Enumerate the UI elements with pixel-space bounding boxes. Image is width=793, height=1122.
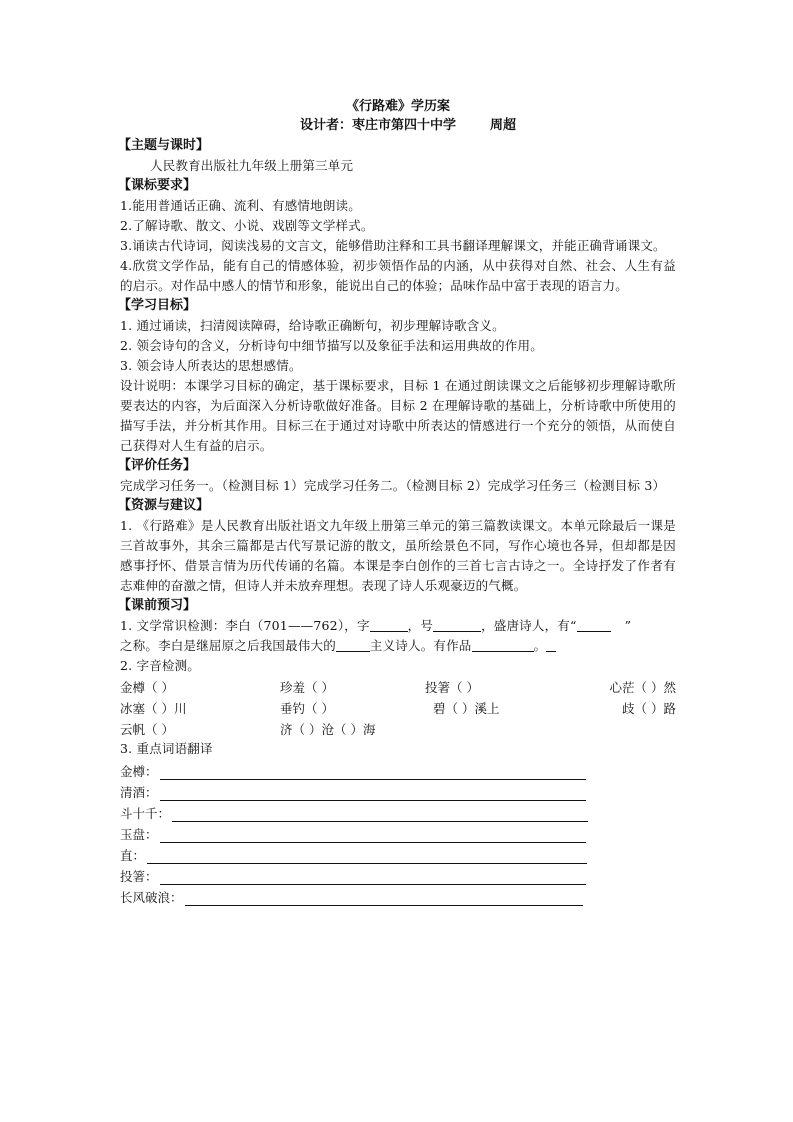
pronunciation-cell[interactable]: 冰塞（ ）川 [120,700,187,716]
vocab-row: 金樽： [120,759,676,780]
literary-knowledge-question: 1. 文学常识检测：李白（701——762），字 ，号 ，盛唐诗人，有“ ” 之称。李白是继屈原之后我国最伟大的 主义诗人。有作品 。 [120,618,632,653]
pronunciation-cell[interactable]: 心茫（ ）然 [609,679,676,695]
section-heading-topic: 【主题与课时】 [118,138,210,153]
standard-item: 4.欣赏文学作品，能有自己的情感体验，初步领悟作品的内涵，从中获得对自然、社会、人生有益的启示。对作品中感人的情节和形象，能说出自己的体验；品味作品中富于表现的语言力。 [120,258,676,293]
table-row [120,718,676,739]
pronunciation-cell[interactable]: 垂钓（ ） [280,700,334,716]
design-note: 设计说明：本课学习目标的确定，基于课标要求，目标 1 在通过朗读课文之后能够初步理解诗歌所要表达的内容，为后面深入分析诗歌做好准备。目标 2 在理解诗歌的基础上，分析诗歌中所使用的描写手法，并分析其作用。目标三在于通过对诗歌中所表达的情感进行一个充分的领悟，从而使自己获得对人生有益的启示。 [120,378,676,453]
vocab-row: 斗十千： [120,801,676,822]
section-heading-resources: 【资源与建议】 [118,498,210,513]
author-name: 周超 [490,118,517,133]
works-blank[interactable] [472,637,534,652]
document-title: 《行路难》学历案 [345,99,450,114]
pronunciation-cell[interactable]: 济（ ）沧（ ）海 [280,721,376,737]
pronunciation-cell[interactable]: 金樽（ ） [120,679,174,695]
goal-item: 2. 领会诗句的含义，分析诗句中细节描写以及象征手法和运用典故的作用。 [120,338,543,353]
pronunciation-cell[interactable]: 云帆（ ） [120,721,174,737]
vocab-row: 直： [120,843,676,864]
vocab-row: 玉盘： [120,822,676,843]
courtesy-name-blank[interactable] [370,617,408,632]
resources-text: 1. 《行路难》是人民教育出版社语文九年级上册第三单元的第三篇教读课文。本单元除最后一课是三首故事外，其余三篇都是古代写景记游的散文，虽所绘景色不同，写作心境也各异，但却都是因感事抒怀、借景言情为历代传诵的名篇。本课是李白创作的三首七言古诗之一。全诗抒发了作者有志难伸的奋激之情，但诗人并未放弃理想。表现了诗人乐观豪迈的气概。 [120,518,676,593]
evaluation-text: 完成学习任务一。（检测目标 1）完成学习任务二。（检测目标 2）完成学习任务三（检测目标 3） [120,478,666,493]
answer-line[interactable] [160,870,586,885]
pseudonym-blank[interactable] [433,617,481,632]
school-blank[interactable] [336,637,370,652]
vocab-row: 投箸： [120,864,676,885]
pronunciation-heading: 2. 字音检测。 [120,658,200,673]
title-blank[interactable] [577,617,611,632]
answer-line[interactable] [185,891,583,906]
pronunciation-table [120,676,676,739]
answer-line[interactable] [172,807,588,822]
standard-item: 2.了解诗歌、散文、小说、戏剧等文学样式。 [120,218,374,233]
table-row [120,676,676,697]
standard-item: 3.诵读古代诗词，阅读浅易的文言文，能够借助注释和工具书翻译理解课文，并能正确背诵课文。 [120,238,666,253]
pronunciation-cell[interactable]: 投箸（ ） [425,679,479,695]
table-row [120,697,676,718]
answer-line[interactable] [147,849,587,864]
section-heading-goals: 【学习目标】 [118,298,197,313]
section-heading-standards: 【课标要求】 [118,178,197,193]
topic-text: 人民教育出版社九年级上册第三单元 [150,158,354,173]
vocab-heading: 3. 重点词语翻译 [120,741,213,756]
section-heading-evaluation: 【评价任务】 [118,458,197,473]
pronunciation-cell[interactable]: 珍羞（ ） [280,679,334,695]
answer-line[interactable] [160,786,586,801]
vocab-row: 清酒： [120,780,676,801]
goal-item: 3. 领会诗人所表达的思想感情。 [120,358,302,373]
vocab-row: 长风破浪： [120,885,676,906]
pronunciation-cell[interactable]: 歧（ ）路 [622,700,676,716]
goal-item: 1. 通过诵读，扫清阅读障碍，给诗歌正确断句，初步理解诗歌含义。 [120,318,505,333]
pronunciation-cell[interactable]: 碧（ ）溪上 [433,700,500,716]
answer-line[interactable] [160,765,586,780]
author-label: 设计者：枣庄市第四十中学 [299,118,456,133]
standard-item: 1.能用普通话正确、流利、有感情地朗读。 [120,198,361,213]
document-page [120,98,676,906]
answer-line[interactable] [160,828,586,843]
author-line [140,116,676,136]
section-heading-preview: 【课前预习】 [118,598,197,613]
